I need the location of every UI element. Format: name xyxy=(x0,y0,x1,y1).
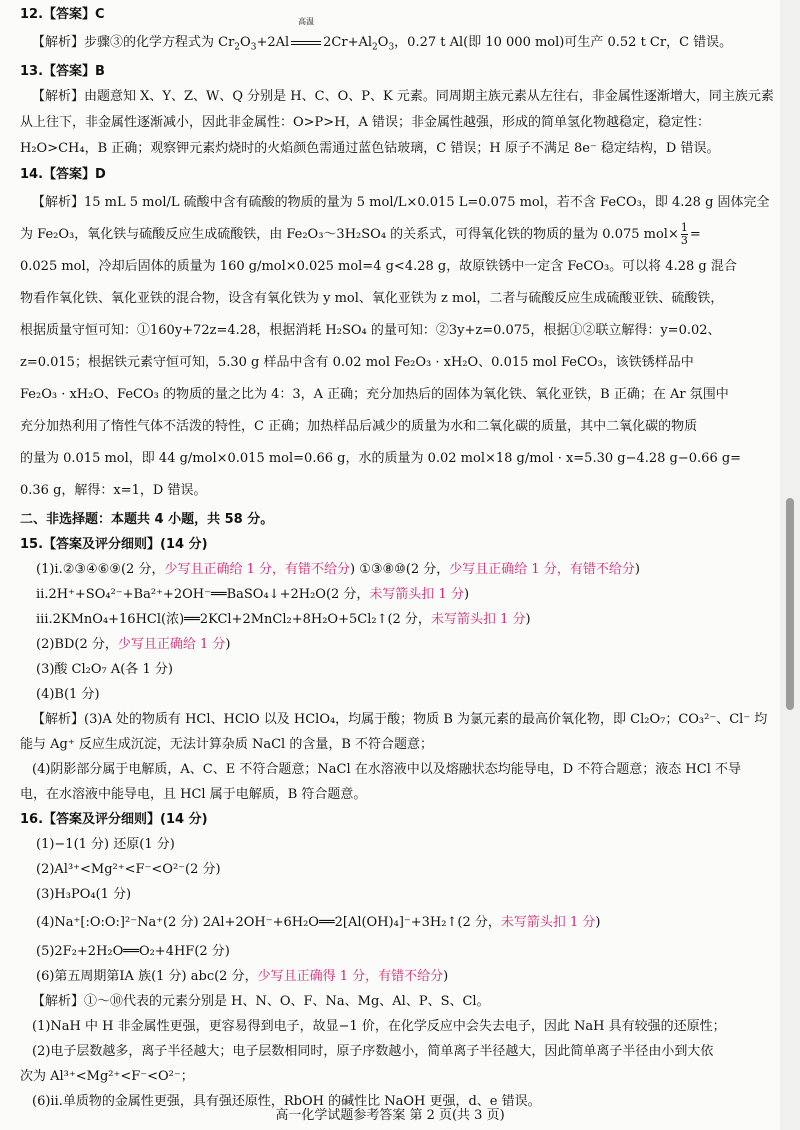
q15-answer: 15.【答案及评分细则】(14 分) xyxy=(20,537,208,552)
section-title: 二、非选择题：本题共 4 小题，共 58 分。 xyxy=(20,512,274,527)
q14-analysis-line: z=0.015；根据铁元素守恒可知，5.30 g 样品中含有 0.02 mol Fe₂O₃ · xH₂O、0.015 mol FeCO₃，该铁锈样品中 xyxy=(20,355,694,370)
document-content xyxy=(20,2,774,1114)
grading-note: 少写且正确给 1 分 xyxy=(117,637,226,652)
q15-part1-text: ) ①③⑧⑩(2 分， xyxy=(350,562,450,577)
q15-part1 xyxy=(20,557,768,582)
q15-equation-end: ) xyxy=(525,612,531,627)
vertical-scrollbar[interactable] xyxy=(780,0,800,1130)
q15-part2 xyxy=(20,632,768,657)
q14-analysis-line: 【解析】15 mL 5 mol/L 硫酸中含有硫酸的物质的量为 5 mol/L×0.015 L=0.075 mol，若不含 FeCO₃，即 4.28 g 固体完全 xyxy=(32,195,770,210)
q14-analysis-line: 充分加热利用了惰性气体不活泼的特性，C 正确；加热样品后减少的质量为水和二氧化碳的质量，其中二氧化碳的物质 xyxy=(20,419,698,434)
q13-answer: 13.【答案】B xyxy=(20,64,105,79)
q15-analysis-line: (4)阴影部分属于电解质，A、C、E 不符合题意；NaCl 在水溶液中以及熔融状态均能导电，D 不符合题意；液态 HCl 不导 xyxy=(32,762,741,777)
q15-part3: (3)酸 Cl₂O₇ A(各 1 分) xyxy=(36,662,173,677)
fraction xyxy=(681,222,688,247)
grading-note: 未写箭头扣 1 分 xyxy=(430,612,526,627)
q14-analysis-line: 0.025 mol，冷却后固体的质量为 160 g/mol×0.025 mol=4 g<4.28 g，故原铁锈中一定含 FeCO₃。可以将 4.28 g 混合 xyxy=(20,259,737,274)
q16-part6-text: (6)第五周期第ⅠA 族(1 分) abc(2 分， xyxy=(36,969,258,984)
reaction-condition xyxy=(289,17,323,59)
q15-part4: (4)B(1 分) xyxy=(36,687,100,702)
q13-analysis-line: 从上往下，非金属性逐渐减小，因此非金属性：O>P>H，A 错误；非金属性越强，形成的简单氢化物越稳定，稳定性： xyxy=(20,115,711,130)
q15-part1-text: ) xyxy=(634,562,640,577)
fraction-denominator: 3 xyxy=(680,234,688,247)
q12-analysis-suffix: ，0.27 t Al(即 10 000 mol)可生产 0.52 t Cr，C 错误。 xyxy=(394,35,733,50)
q16-analysis-line: 次为 Al³⁺<Mg²⁺<F⁻<O²⁻； xyxy=(20,1069,194,1084)
q14-analysis-line: Fe₂O₃ · xH₂O、FeCO₃ 的物质的量之比为 4：3，A 正确；充分加热后的固体为氧化铁、氧化亚铁，B 正确；在 Ar 氛围中 xyxy=(20,387,729,402)
q14-analysis-line: 的量为 0.015 mol，即 44 g/mol×0.015 mol=0.66 g，水的质量为 0.02 mol×18 g/mol · x=5.30 g−4.28 g−0.66 g= xyxy=(20,451,742,466)
q16-analysis-line: (6)ⅱ.单质物的金属性更强，具有强还原性，RbOH 的碱性比 NaOH 更强，d、e 错误。 xyxy=(32,1094,541,1109)
q15-equation-end: ) xyxy=(463,587,470,602)
q15-part1-text: (1)ⅰ.②③④⑥⑨(2 分， xyxy=(36,562,165,577)
q16-analysis-line: (2)电子层数越多，离子半径越大；电子层数相同时，原子序数越小，简单离子半径越大，因此简单离子半径由小到大依 xyxy=(32,1044,714,1059)
q15-analysis-line: 电，在水溶液中能导电，且 HCl 属于电解质，B 符合题意。 xyxy=(20,787,367,802)
q12-analysis-prefix: 【解析】步骤③的化学方程式为 Cr xyxy=(32,35,235,50)
q16-part6-text: ) xyxy=(443,969,449,984)
q16-part1: (1)−1(1 分) 还原(1 分) xyxy=(36,837,175,852)
grading-note: 少写且正确给 1 分，有错不给分 xyxy=(164,562,350,577)
q15-analysis-line: 能与 Ag⁺ 反应生成沉淀，无法计算杂质 NaCl 的含量，B 不符合题意； xyxy=(20,737,434,752)
q16-answer: 16.【答案及评分细则】(14 分) xyxy=(20,812,208,827)
q14-analysis-equals: = xyxy=(689,227,701,242)
q14-answer: 14.【答案】D xyxy=(20,167,106,182)
q16-part4-text: ) xyxy=(595,915,601,930)
q15-equation: ⅱ.2H⁺+SO₄²⁻+Ba²⁺+2OH⁻══BaSO₄↓+2H₂O(2 分， xyxy=(36,587,370,602)
q15-part1-iii xyxy=(20,607,768,632)
q13-analysis-line: 【解析】由题意知 X、Y、Z、W、Q 分别是 H、C、O、P、K 元素。同周期主族元素从左往右，非金属性逐渐增大，同主族元素 xyxy=(32,89,774,104)
q14-analysis-text: 为 Fe₂O₃，氧化铁与硫酸反应生成硫酸铁，由 Fe₂O₃～3H₂SO₄ 的关系式，可得氧化铁的物质的量为 0.075 mol× xyxy=(20,227,679,242)
q15-analysis-line: 【解析】(3)A 处的物质有 HCl、HClO 以及 HClO₄，均属于酸；物质 B 为氯元素的最高价氧化物，即 Cl₂O₇；CO₃²⁻、Cl⁻ 均 xyxy=(32,712,768,727)
page-footer: 高一化学试题参考答案 第 2 页(共 3 页) xyxy=(275,1108,505,1123)
grading-note: 少写且正确给 1 分，有错不给分 xyxy=(449,562,635,577)
q12-answer: 12.【答案】C xyxy=(20,7,105,22)
grading-note: 未写箭头扣 1 分 xyxy=(500,915,596,930)
q16-part4 xyxy=(20,907,768,939)
fraction-numerator: 1 xyxy=(680,221,688,234)
q15-equation: ⅲ.2KMnO₄+16HCl(浓)══2KCl+2MnCl₂+8H₂O+5Cl₂↑(2 分， xyxy=(36,612,431,627)
q16-analysis-line: (1)NaH 中 H 非金属性更强，更容易得到电子，故显−1 价，在化学反应中会失去电子，因此 NaH 具有较强的还原性； xyxy=(32,1019,726,1034)
reaction-condition-label: 高温 xyxy=(298,17,315,26)
q14-analysis-line: 物看作氧化铁、氧化亚铁的混合物，设含有氧化铁为 y mol、氧化亚铁为 z mol，二者与硫酸反应生成硫酸亚铁、硫酸铁， xyxy=(20,291,724,306)
q14-analysis-line: 根据质量守恒可知：①160y+72z=4.28，根据消耗 H₂SO₄ 的量可知：②3y+z=0.075，根据①②联立解得：y=0.02、 xyxy=(20,323,721,338)
q15-part2-text: ) xyxy=(225,637,231,652)
q15-part2-text: (2)BD(2 分， xyxy=(36,637,118,652)
q16-part6 xyxy=(20,964,768,989)
q13-analysis-line: H₂O>CH₄，B 正确；观察钾元素灼烧时的火焰颜色需通过蓝色钴玻璃，C 错误；H 原子不满足 8e⁻ 稳定结构，D 错误。 xyxy=(20,141,720,156)
q14-analysis-line-fraction xyxy=(20,219,768,251)
q16-part5: (5)2F₂+2H₂O══O₂+4HF(2 分) xyxy=(36,944,230,959)
q16-part4-text: (4)Na⁺[:O:O:]²⁻Na⁺(2 分) 2Al+2OH⁻+6H₂O══2[Al(OH)₄]⁻+3H₂↑(2 分， xyxy=(36,915,501,930)
q16-part2: (2)Al³⁺<Mg²⁺<F⁻<O²⁻(2 分) xyxy=(36,862,221,877)
q16-analysis-line: 【解析】①～⑩代表的元素分别是 H、N、O、F、Na、Mg、Al、P、S、Cl。 xyxy=(32,994,490,1009)
grading-note: 未写箭头扣 1 分 xyxy=(369,587,464,602)
q15-part1-ii xyxy=(20,582,768,607)
grading-note: 少写且正确得 1 分，有错不给分 xyxy=(257,969,444,984)
q14-analysis-line: 0.36 g，解得：x=1，D 错误。 xyxy=(20,483,207,498)
q12-analysis: 【解析】步骤③的化学方程式为 $Cr_2O_3+2Al$ 高温 $2Cr+Al_2O_3$，0.27 t Al(即 10 000 mol)可生产 0.52 t Cr，C 错误。 xyxy=(20,27,768,59)
scrollbar-thumb[interactable] xyxy=(786,498,794,710)
q16-part3: (3)H₃PO₄(1 分) xyxy=(36,887,132,902)
